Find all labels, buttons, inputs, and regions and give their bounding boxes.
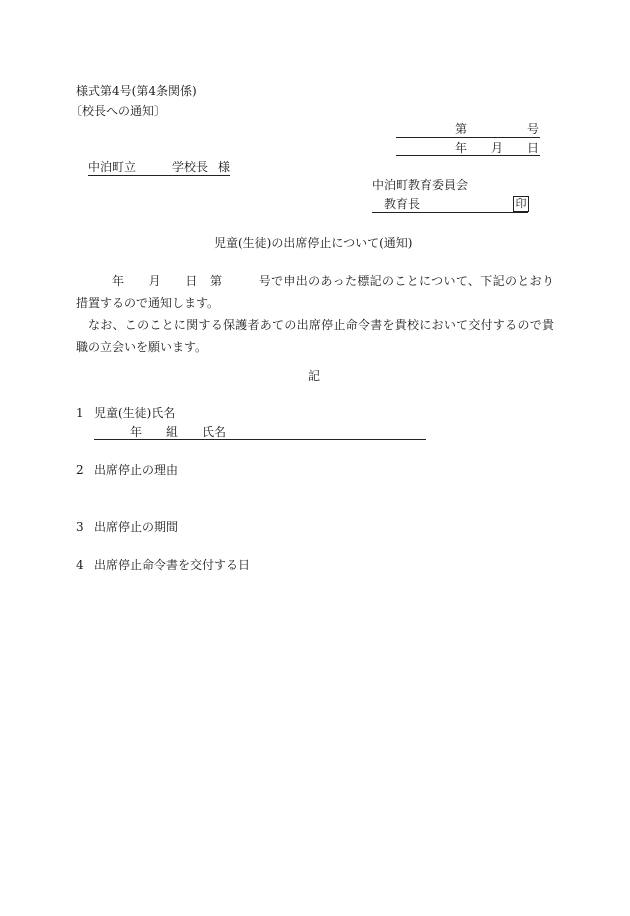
document-title: 児童(生徒)の出席停止について(通知) — [214, 236, 413, 250]
student-year: 年 — [130, 425, 143, 439]
item-3-number: 3 — [76, 520, 84, 534]
student-name-label: 氏名 — [202, 425, 227, 439]
ki-heading: 記 — [308, 369, 321, 383]
addressee-honorific: 様 — [218, 160, 231, 174]
sender-title: 教育長 — [384, 197, 421, 211]
body-paragraph-2: なお、このことに関する保護者あての出席停止命令書を貴校において交付するので貴職の立会いを願います。 — [76, 318, 554, 354]
doc-number-dai: 第 — [455, 122, 468, 136]
body-paragraph-1 — [76, 270, 554, 314]
item-1-label: 児童(生徒)氏名 — [94, 406, 176, 420]
item-4-number: 4 — [76, 558, 84, 572]
item-2-number: 2 — [76, 463, 84, 477]
student-underline — [94, 439, 426, 440]
body-month: 月 — [148, 274, 162, 288]
seal-mark: 印 — [513, 196, 529, 212]
body-day: 日 — [185, 274, 198, 288]
date-month: 月 — [491, 141, 504, 155]
addressee-underline — [88, 175, 230, 176]
sender-underline — [372, 212, 528, 213]
student-class: 組 — [166, 425, 179, 439]
doc-number-go: 号 — [527, 122, 540, 136]
recipient-note: 〔校長への通知〕 — [70, 104, 167, 118]
date-year: 年 — [455, 141, 468, 155]
item-1-number: 1 — [76, 406, 84, 420]
addressee-town: 中泊町立 — [88, 160, 137, 174]
date-underline — [396, 155, 540, 156]
body-year: 年 — [112, 274, 125, 288]
body-text — [76, 270, 554, 358]
form-number: 様式第4号(第4条関係) — [76, 84, 197, 98]
item-3-label: 出席停止の期間 — [94, 520, 179, 534]
item-4-label: 出席停止命令書を交付する日 — [94, 558, 251, 572]
addressee-principal: 学校長 — [172, 160, 209, 174]
body-text-1: 号で申出のあった標記のことについて、下記のとおり措置するので通知します。 — [76, 274, 554, 310]
doc-number-underline — [396, 137, 540, 138]
body-dai: 第 — [209, 274, 223, 288]
item-2-label: 出席停止の理由 — [94, 463, 179, 477]
date-day: 日 — [527, 141, 540, 155]
sender-organization: 中泊町教育委員会 — [372, 178, 469, 192]
